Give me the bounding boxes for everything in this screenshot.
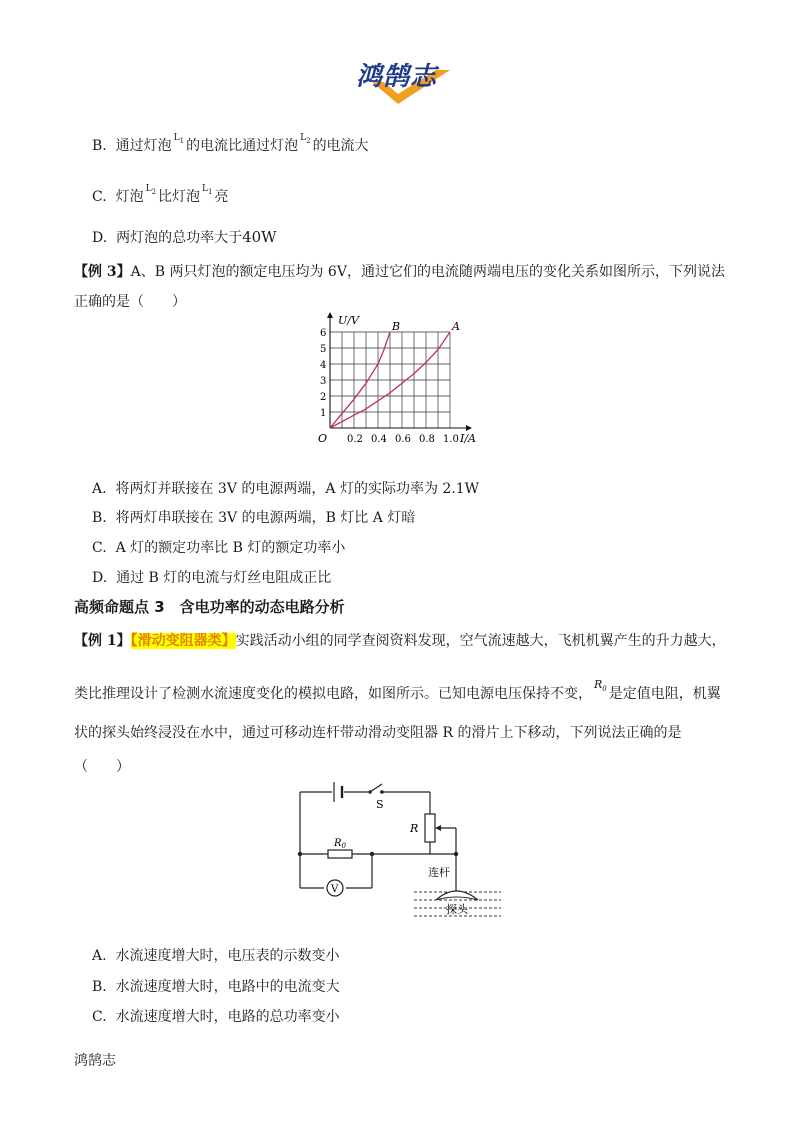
logo-text: 鸿鹄志 [356,62,438,92]
example1-option-c: C. 水流速度增大时，电路的总功率变小 [92,1009,340,1025]
origin-label: O [318,432,328,445]
rheostat [425,814,435,842]
example3-option-a: A. 将两灯并联接在 3V 的电源两端，A 灯的实际功率为 2.1W [92,481,480,497]
y-tick-label: 4 [320,360,327,371]
example1-line1: 【例 1】【滑动变阻器类】实践活动小组的同学查阅资料发现，空气流速越大，飞机机翼产生的升力越大， [74,633,726,649]
rod-label: 连杆 [428,866,450,879]
x-tick-label: 0.6 [395,434,411,445]
y-axis-arrow-icon [327,312,333,318]
x-tick-label: 0.8 [419,434,435,445]
y-tick-label: 1 [320,408,327,419]
example3-option-b: B. 将两灯串联接在 3V 的电源两端，B 灯比 A 灯暗 [92,510,416,526]
y-tick-label: 2 [320,392,327,403]
circuit-diagram [296,780,506,925]
example1-option-a: A. 水流速度增大时，电压表的示数变小 [92,948,340,964]
slider-arrow-icon [435,825,441,831]
series-label-A: A [452,320,460,333]
example1-line2: 类比推理设计了检测水流速度变化的模拟电路，如图所示。已知电源电压保持不变，$^{R_0}$ 是定值电阻，机翼 [74,678,721,702]
section-title: 高频命题点 3 含电功率的动态电路分析 [74,598,345,616]
option-b-prev: B. 通过灯泡 $^{L_1}$ 的电流比通过灯泡 $^{L_2}$ 的电流大 [92,133,369,154]
u-i-chart [300,310,500,452]
option-d-prev: D. 两灯泡的总功率大于40W [92,228,277,246]
probe-label: 探头 [446,903,468,916]
x-axis-label: I/A [460,432,476,445]
series-label-B: B [392,320,401,333]
x-axis-arrow-icon [466,425,472,431]
x-tick-label: 0.2 [347,434,363,445]
example3-line1: 【例 3】A、B 两只灯泡的额定电压均为 6V，通过它们的电流随两端电压的变化关系如图所示，下列说法 [74,264,725,280]
y-tick-label: 6 [320,328,327,339]
footer-text: 鸿鹄志 [74,1053,116,1069]
y-axis-label: U/V [338,314,359,327]
example3-option-d: D. 通过 B 灯的电流与灯丝电阻成正比 [92,570,332,586]
example3-option-c: C. A 灯的额定功率比 B 灯的额定功率小 [92,540,346,556]
option-c-prev: C. 灯泡 $^{L_2}$ 比灯泡 $^{L_1}$ 亮 [92,184,229,205]
fixed-resistor [328,850,352,858]
switch-label: S [376,798,384,811]
fixed-resistor-label: $R_0$ [334,838,346,850]
example1-highlight: 【滑动变阻器类】 [130,633,236,649]
x-tick-label: 0.4 [371,434,387,445]
example3-line2: 正确的是（ ） [74,294,186,310]
y-tick-label: 3 [320,376,327,387]
example1-option-b: B. 水流速度增大时，电路中的电流变大 [92,979,340,995]
rheostat-label: R [410,822,419,835]
example1-line4: （ ） [74,759,130,775]
voltmeter-label: V [331,884,339,895]
switch-blade [370,784,382,792]
y-tick-label: 5 [320,344,327,355]
example1-line3: 状的探头始终浸没在水中，通过可移动连杆带动滑动变阻器 R 的滑片上下移动，下列说法正确的是 [74,725,682,741]
logo [350,52,470,108]
x-tick-label: 1.0 [443,434,459,445]
